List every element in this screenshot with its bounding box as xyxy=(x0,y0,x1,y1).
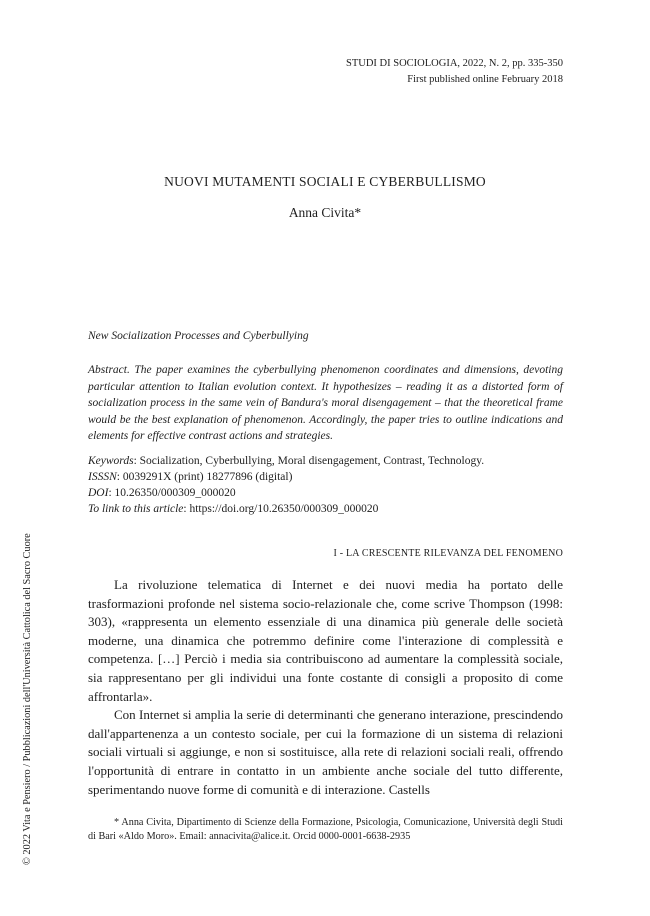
publication-date: First published online February 2018 xyxy=(407,74,563,85)
article-title: NUOVI MUTAMENTI SOCIALI E CYBERBULLISMO xyxy=(164,174,486,189)
abstract: Abstract. The paper examines the cyberbullying phenomenon coordinates and dimensions, devoting particular attention to Italian evolution context. It hypothesizes – reading it as a distorted form of socialization process in the same vein of Bandura's moral disengagement – that the theoretical frame would be the best explanation of phenomenon. Accordingly, the paper tries to outline indications and elements for effective contrast actions and strategies. xyxy=(88,364,563,442)
author-footnote xyxy=(88,816,563,844)
article-metadata xyxy=(88,453,563,517)
journal-header xyxy=(346,56,563,88)
article-author: Anna Civita* xyxy=(288,205,362,220)
issn-line xyxy=(88,469,563,485)
footnote-text: * Anna Civita, Dipartimento di Scienze della Formazione, Psicologia, Comunicazione, Università degli Studi di Bari «Aldo Moro». Email: annacivita@alice.it. Orcid 0000-0001-6638-2935 xyxy=(88,817,563,842)
copyright-sidebar xyxy=(22,533,33,866)
copyright-text: © 2022 Vita e Pensiero / Pubblicazioni dell'Università Cattolica del Sacro Cuore xyxy=(22,533,33,865)
body-paragraph: La rivoluzione telematica di Internet e dei nuovi media ha portato delle trasformazioni profonde nel sistema socio-relazionale che, come scrive Thompson (1998: 303), «rappresenta un elemento essenziale di una dinamica più generale delle società moderne, una dinamica che potremmo definire come l'interazione di complessità e competenza. […] Perciò i media sia contribuiscono ad aumentare la complessità sociale, sia rappresentano per gli individui una fonte costante di consigli a proposito di come affrontarla». xyxy=(88,577,563,704)
journal-citation: STUDI DI SOCIOLOGIA, 2022, N. 2, pp. 335-350 xyxy=(346,58,563,69)
keywords-line xyxy=(88,453,563,469)
link-line xyxy=(88,501,563,517)
keywords-label: Keywords xyxy=(88,455,134,467)
article-link[interactable]: : https://doi.org/10.26350/000309_000020 xyxy=(183,503,379,515)
doi-value: : 10.26350/000309_000020 xyxy=(108,487,236,499)
section-heading: I - LA CRESCENTE RILEVANZA DEL FENOMENO xyxy=(333,548,563,559)
link-label: To link to this article xyxy=(88,503,184,515)
english-title: New Socialization Processes and Cyberbullying xyxy=(88,330,309,342)
keywords-value: : Socialization, Cyberbullying, Moral disengagement, Contrast, Technology. xyxy=(133,455,485,467)
doi-label: DOI xyxy=(88,487,109,499)
body-text xyxy=(88,576,563,799)
body-paragraph: Con Internet si amplia la serie di determinanti che generano interazione, prescindendo dall'appartenenza a un contesto sociale, per cui la formazione di un sistema di relazioni sociali virtuali si aggiunge, e non si sostituisce, alla rete di relazioni sociali reali, offrendo l'opportunità di entrare in contatto in un ambiente anche sociale del tutto differente, sperimentando nuove forme di comunità e di interazione. Castells xyxy=(88,707,563,797)
doi-line xyxy=(88,485,563,501)
issn-value: : 0039291X (print) 18277896 (digital) xyxy=(116,471,293,483)
issn-label: ISSSN xyxy=(88,471,117,483)
